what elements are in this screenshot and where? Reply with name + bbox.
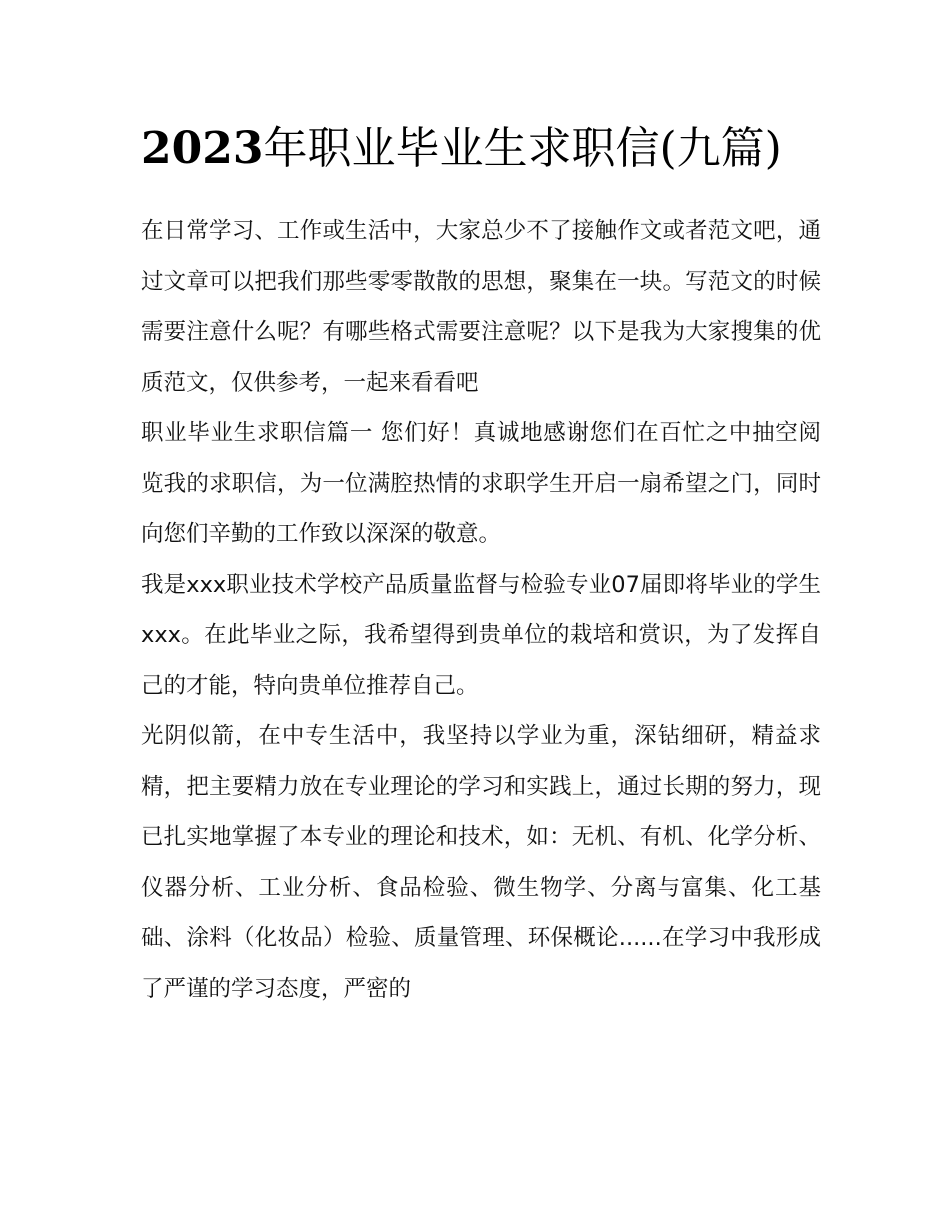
document-body xyxy=(141,118,821,1014)
self-introduction-paragraph: 我是xxx职业技术学校产品质量监督与检验专业07届即将毕业的学生xxx。在此毕业之际，我希望得到贵单位的栽培和赏识，为了发挥自己的才能，特向贵单位推荐自己。 xyxy=(141,571,821,699)
title-text: 年职业毕业生求职信(九篇) xyxy=(263,123,782,174)
document-title xyxy=(141,118,821,180)
study-experience-paragraph: 光阴似箭，在中专生活中，我坚持以学业为重，深钻细研，精益求精，把主要精力放在专业理论的学习和实践上，通过长期的努力，现已扎实地掌握了本专业的理论和技术，如：无机、有机、化学分析、仪器分析、工业分析、食品检验、微生物学、分离与富集、化工基础、涂料（化妆品）检验、质量管理、环保概论......在学习中我形成了严谨的学习态度，严密的 xyxy=(141,723,821,1002)
letter-opening-paragraph: 职业毕业生求职信篇一 您们好！真诚地感谢您们在百忙之中抽空阅览我的求职信，为一位满腔热情的求职学生开启一扇希望之门，同时向您们辛勤的工作致以深深的敬意。 xyxy=(141,420,821,547)
intro-paragraph: 在日常学习、工作或生活中，大家总少不了接触作文或者范文吧，通过文章可以把我们那些零零散散的思想，聚集在一块。写范文的时候需要注意什么呢？有哪些格式需要注意呢？以下是我为大家搜集的优质范文，仅供参考，一起来看看吧 xyxy=(141,218,821,396)
title-year: 2023 xyxy=(141,123,264,174)
